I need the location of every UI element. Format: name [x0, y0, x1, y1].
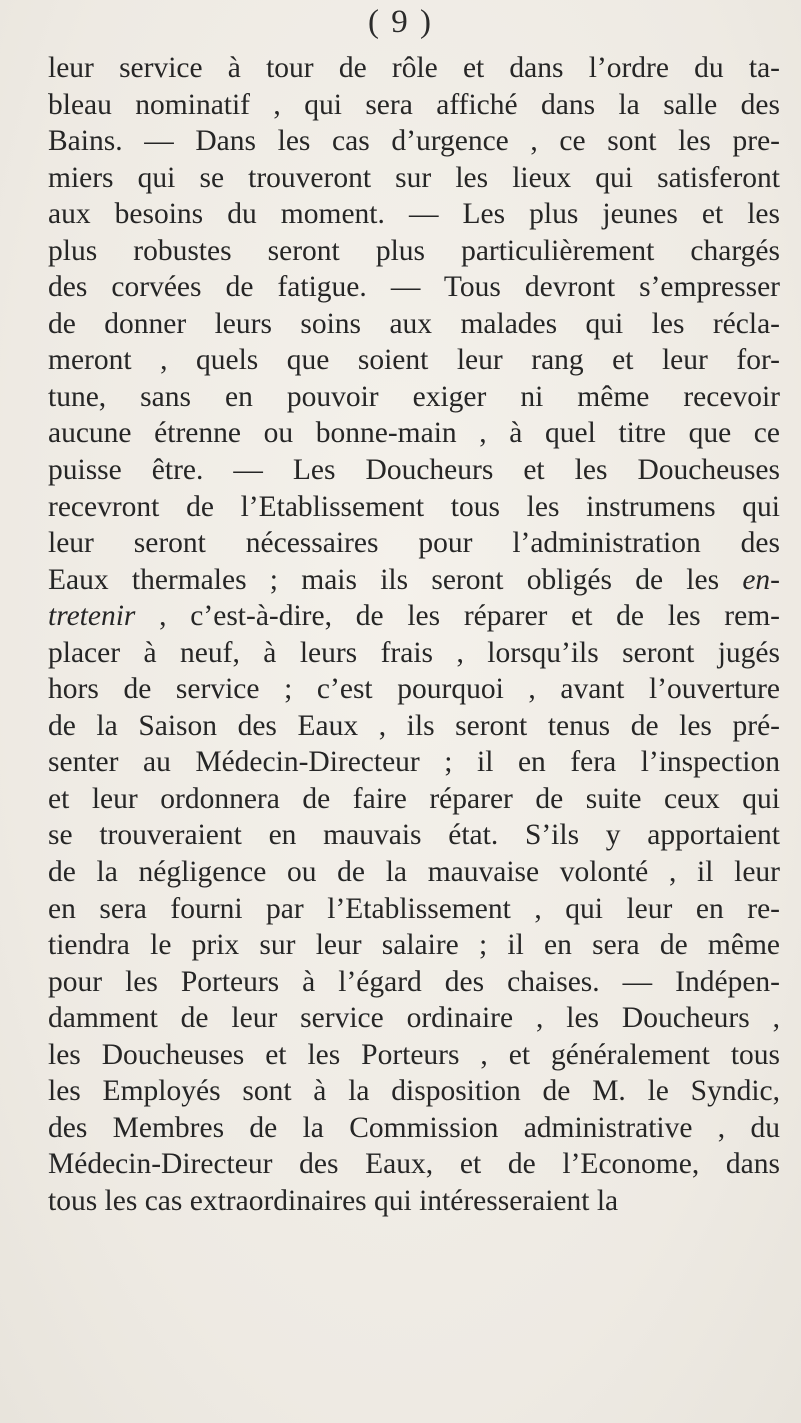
- text-line: et leur ordonnera de faire réparer de suite ceux qui: [48, 782, 780, 815]
- text-line: tiendra le prix sur leur salaire ; il en sera de même: [48, 929, 780, 962]
- text-line: Eaux thermales ; mais ils seront obligés de les en-: [48, 563, 780, 596]
- page-number: ( 9 ): [368, 4, 433, 40]
- text-line: Médecin-Directeur des Eaux, et de l’Econome, dans: [48, 1148, 780, 1181]
- text-line: bleau nominatif , qui sera affiché dans la salle des: [48, 88, 780, 121]
- text-line: aux besoins du moment. — Les plus jeunes et les: [48, 198, 780, 231]
- text-line: meront , quels que soient leur rang et leur for-: [48, 344, 780, 377]
- text-line: leur service à tour de rôle et dans l’ordre du ta-: [48, 52, 780, 84]
- text-line: de la Saison des Eaux , ils seront tenus de les pré-: [48, 709, 780, 742]
- text-line: puisse être. — Les Doucheurs et les Doucheuses: [48, 454, 780, 487]
- text-line: leur seront nécessaires pour l’administration des: [48, 527, 780, 560]
- text-line: tous les cas extraordinaires qui intéresseraient la: [48, 1184, 619, 1217]
- text-line: pour les Porteurs à l’égard des chaises. — Indépen-: [48, 965, 780, 998]
- text-line: de la négligence ou de la mauvaise volonté , il leur: [48, 856, 780, 889]
- text-line: placer à neuf, à leurs frais , lorsqu’ils seront jugés: [48, 636, 780, 669]
- text-line: des Membres de la Commission administrative , du: [48, 1111, 780, 1144]
- text-line: se trouveraient en mauvais état. S’ils y apportaient: [48, 819, 780, 852]
- body-text: [48, 50, 780, 1220]
- text-line: tretenir , c’est-à-dire, de les réparer et de les rem-: [48, 600, 780, 633]
- text-line: tune, sans en pouvoir exiger ni même recevoir: [48, 380, 780, 413]
- text-line: de donner leurs soins aux malades qui les récla-: [48, 307, 780, 340]
- text-line: en sera fourni par l’Etablissement , qui leur en re-: [48, 892, 780, 925]
- text-line: hors de service ; c’est pourquoi , avant l’ouverture: [48, 673, 780, 706]
- text-line: aucune étrenne ou bonne-main , à quel titre que ce: [48, 417, 780, 450]
- italic-word: tretenir: [48, 600, 136, 633]
- text-line: Bains. — Dans les cas d’urgence , ce sont les pre-: [48, 125, 780, 158]
- text-line: les Doucheuses et les Porteurs , et généralement tous: [48, 1038, 780, 1071]
- text-line: plus robustes seront plus particulièrement chargés: [48, 234, 780, 267]
- text-line: les Employés sont à la disposition de M. le Syndic,: [48, 1075, 780, 1108]
- text-line: miers qui se trouveront sur les lieux qui satisferont: [48, 161, 780, 194]
- text-line: des corvées de fatigue. — Tous devront s’empresser: [48, 271, 780, 304]
- text-line: recevront de l’Etablissement tous les instrumens qui: [48, 490, 780, 523]
- text-line: senter au Médecin-Directeur ; il en fera l’inspection: [48, 746, 780, 779]
- text-line: damment de leur service ordinaire , les Doucheurs ,: [48, 1002, 780, 1035]
- italic-word: en-: [742, 563, 780, 596]
